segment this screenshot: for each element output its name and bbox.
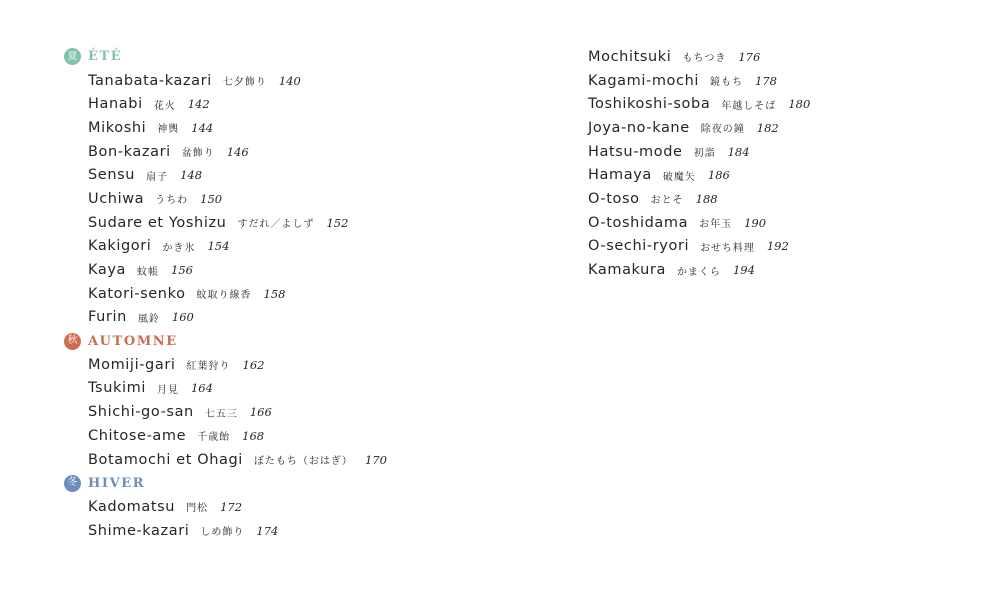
- entry-japanese: 除夜の鐘: [700, 124, 745, 136]
- toc-right-column: [588, 45, 988, 282]
- toc-entry[interactable]: [64, 92, 544, 116]
- entry-page-number: 148: [180, 168, 203, 183]
- entry-page-number: 162: [242, 357, 265, 372]
- entry-title: Botamochi et Ohagi: [88, 451, 243, 468]
- toc-left-column: [64, 45, 544, 542]
- season-title-ete: ÉTÉ: [88, 49, 123, 65]
- toc-entry[interactable]: [64, 353, 544, 377]
- entry-title: Bon-kazari: [88, 143, 171, 160]
- entry-title: Chitose-ame: [88, 427, 187, 444]
- entry-japanese: 門松: [186, 503, 209, 515]
- toc-entry[interactable]: [64, 235, 544, 259]
- toc-entry[interactable]: [64, 495, 544, 519]
- entry-title: Katori-senko: [88, 285, 186, 302]
- entry-title: Joya-no-kane: [588, 119, 690, 136]
- entry-title: Toshikoshi-soba: [588, 96, 711, 113]
- entry-title: Kakigori: [88, 238, 152, 255]
- toc-entry[interactable]: [64, 140, 544, 164]
- entry-page-number: 154: [207, 239, 230, 254]
- entry-title: Mikoshi: [88, 119, 147, 136]
- toc-entry[interactable]: [64, 116, 544, 140]
- toc-entry[interactable]: [588, 235, 988, 259]
- entry-page-number: 164: [190, 381, 213, 396]
- entry-page-number: 172: [220, 499, 243, 514]
- entry-title: Tsukimi: [88, 380, 146, 397]
- entry-page-number: 194: [732, 263, 755, 278]
- entry-page-number: 140: [278, 73, 301, 88]
- entry-page-number: 170: [364, 452, 387, 467]
- entry-title: Shime-kazari: [88, 522, 190, 539]
- season-badge-hiver: 冬: [64, 475, 81, 492]
- toc-entry[interactable]: [64, 282, 544, 306]
- toc-entry[interactable]: [64, 187, 544, 211]
- entry-title: Mochitsuki: [588, 48, 672, 65]
- toc-entry[interactable]: [64, 377, 544, 401]
- season-header-hiver: [64, 471, 544, 495]
- toc-entry[interactable]: [588, 116, 988, 140]
- entry-title: O-toso: [588, 190, 640, 207]
- toc-entry[interactable]: [64, 258, 544, 282]
- season-header-automne: [64, 329, 544, 353]
- entry-japanese: 年越しそば: [721, 100, 777, 112]
- entry-title: O-sechi-ryori: [588, 238, 690, 255]
- entry-title: Hamaya: [588, 167, 652, 184]
- toc-entry[interactable]: [588, 92, 988, 116]
- toc-entry[interactable]: [64, 211, 544, 235]
- entry-japanese: 扇子: [146, 171, 169, 183]
- entry-page-number: 142: [187, 97, 210, 112]
- toc-entry[interactable]: [588, 140, 988, 164]
- entry-japanese: 花火: [153, 100, 176, 112]
- toc-entry[interactable]: [64, 163, 544, 187]
- toc-entry[interactable]: [64, 519, 544, 543]
- entry-japanese: 神輿: [157, 124, 180, 136]
- entry-japanese: すだれ／よしず: [237, 219, 315, 231]
- entry-japanese: おせち料理: [700, 242, 755, 254]
- entry-japanese: かき氷: [162, 242, 196, 254]
- entry-title: Sensu: [88, 167, 136, 184]
- season-header-ete: [64, 45, 544, 69]
- entry-japanese: 初詣: [693, 148, 716, 160]
- entry-page-number: 182: [756, 120, 779, 135]
- entry-title: Kagami-mochi: [588, 72, 700, 89]
- entry-japanese: もちつき: [682, 53, 727, 65]
- entry-title: Kadomatsu: [88, 498, 176, 515]
- toc-entry[interactable]: [64, 306, 544, 330]
- toc-entry[interactable]: [588, 163, 988, 187]
- entry-japanese: 千歳飴: [197, 432, 231, 444]
- entry-japanese: ぼたもち（おはぎ）: [253, 456, 353, 468]
- entry-page-number: 160: [171, 310, 194, 325]
- entry-page-number: 156: [171, 263, 193, 278]
- entry-title: Uchiwa: [88, 190, 145, 207]
- entry-japanese: 月見: [156, 384, 179, 396]
- entry-japanese: うちわ: [155, 195, 189, 207]
- entry-japanese: 蚊帳: [137, 266, 160, 278]
- entry-title: Shichi-go-san: [88, 404, 194, 421]
- entry-title: Momiji-gari: [88, 356, 176, 373]
- entry-page-number: 144: [191, 120, 214, 135]
- season-badge-ete: 夏: [64, 48, 81, 65]
- entry-page-number: 158: [263, 286, 286, 301]
- entry-page-number: 184: [727, 144, 750, 159]
- entry-page-number: 186: [707, 168, 730, 183]
- entry-title: Tanabata-kazari: [88, 72, 212, 89]
- entry-japanese: お年玉: [699, 219, 733, 231]
- entry-title: Hatsu-mode: [588, 143, 683, 160]
- toc-entry[interactable]: [588, 258, 988, 282]
- entry-japanese: 風鈴: [137, 313, 160, 325]
- toc-entry[interactable]: [588, 69, 988, 93]
- entry-japanese: 七五三: [204, 408, 238, 420]
- toc-entry[interactable]: [588, 211, 988, 235]
- entry-title: Sudare et Yoshizu: [88, 214, 227, 231]
- entry-title: Hanabi: [88, 96, 143, 113]
- entry-title: O-toshidama: [588, 214, 689, 231]
- entry-japanese: かまくら: [676, 266, 721, 278]
- entry-page-number: 192: [766, 239, 789, 254]
- entry-page-number: 180: [788, 97, 811, 112]
- entry-page-number: 190: [744, 215, 767, 230]
- entry-japanese: 紅葉狩り: [186, 361, 231, 373]
- entry-title: Furin: [88, 309, 127, 326]
- entry-page-number: 150: [200, 191, 223, 206]
- entry-page-number: 152: [326, 215, 349, 230]
- entry-title: Kaya: [88, 262, 127, 279]
- entry-japanese: 鏡もち: [710, 77, 744, 89]
- entry-page-number: 174: [256, 523, 279, 538]
- toc-entry[interactable]: [588, 187, 988, 211]
- entry-page-number: 178: [755, 73, 777, 88]
- entry-japanese: おとそ: [650, 195, 684, 207]
- toc-entry[interactable]: [64, 448, 544, 472]
- season-title-hiver: HIVER: [88, 475, 146, 491]
- entry-page-number: 166: [249, 405, 272, 420]
- season-title-automne: AUTOMNE: [88, 333, 178, 349]
- entry-page-number: 176: [738, 49, 761, 64]
- toc-entry[interactable]: [64, 400, 544, 424]
- entry-japanese: 盆飾り: [181, 148, 215, 160]
- entry-title: Kamakura: [588, 262, 666, 279]
- entry-japanese: しめ飾り: [200, 527, 245, 539]
- toc-entry[interactable]: [64, 69, 544, 93]
- entry-japanese: 蚊取り線香: [196, 290, 252, 302]
- entry-japanese: 破魔矢: [662, 171, 696, 183]
- entry-page-number: 168: [242, 428, 265, 443]
- season-badge-automne: 秋: [64, 333, 81, 350]
- entry-japanese: 七夕飾り: [222, 77, 267, 89]
- toc-entry[interactable]: [588, 45, 988, 69]
- entry-page-number: 188: [695, 191, 718, 206]
- entry-page-number: 146: [226, 144, 249, 159]
- toc-entry[interactable]: [64, 424, 544, 448]
